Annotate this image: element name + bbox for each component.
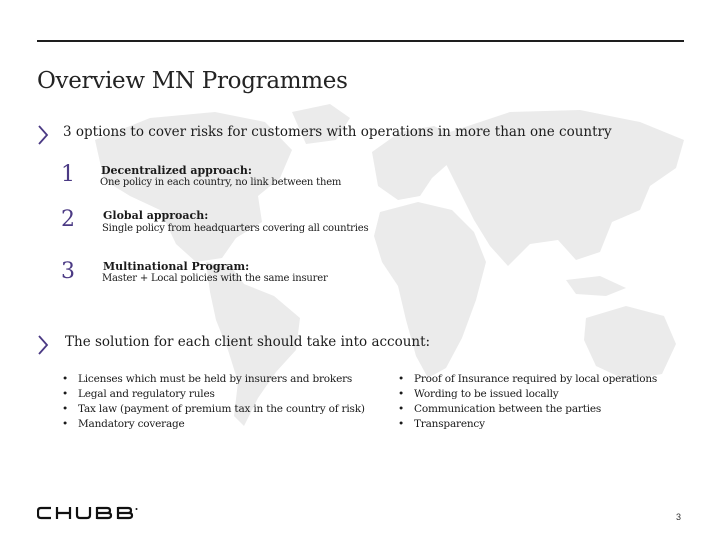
list-item	[398, 372, 657, 387]
top-rule	[37, 40, 684, 42]
list-item-text: Tax law (payment of premium tax in the country of risk)	[78, 403, 365, 415]
bullet-icon: •	[62, 373, 68, 385]
list-item	[62, 372, 365, 387]
list-item	[398, 402, 657, 417]
option-heading: Decentralized approach:	[101, 164, 252, 177]
section1-intro: 3 options to cover risks for customers with operations in more than one country	[63, 124, 612, 140]
option-number: 1	[61, 162, 75, 187]
bullet-icon: •	[62, 388, 68, 400]
bullet-icon: •	[398, 388, 404, 400]
option-heading: Multinational Program:	[103, 260, 250, 273]
page-number: 3	[676, 512, 682, 522]
bullet-icon: •	[398, 403, 404, 415]
list-item	[398, 417, 657, 432]
list-item-text: Mandatory coverage	[78, 418, 185, 430]
list-item-text: Wording to be issued locally	[414, 388, 559, 400]
option-description: One policy in each country, no link between them	[100, 177, 342, 188]
bullet-icon: •	[62, 403, 68, 415]
list-item	[62, 387, 365, 402]
bullet-list-left	[62, 372, 365, 432]
option-number: 2	[61, 207, 75, 232]
chubb-logo	[37, 506, 141, 520]
slide-title: Overview MN Programmes	[37, 68, 348, 94]
list-item-text: Transparency	[414, 418, 485, 430]
list-item-text: Communication between the parties	[414, 403, 602, 415]
option-number: 3	[61, 259, 75, 284]
chevron-right-icon	[37, 334, 49, 356]
bullet-icon: •	[398, 418, 404, 430]
list-item	[62, 417, 365, 432]
section2-intro: The solution for each client should take into account:	[65, 334, 431, 350]
bullet-icon: •	[62, 418, 68, 430]
option-description: Master + Local policies with the same insurer	[102, 273, 328, 284]
list-item-text: Licenses which must be held by insurers and brokers	[78, 373, 353, 385]
bullet-list-right	[398, 372, 657, 432]
list-item-text: Legal and regulatory rules	[78, 388, 215, 400]
option-description: Single policy from headquarters covering all countries	[102, 223, 369, 234]
bullet-icon: •	[398, 373, 404, 385]
list-item-text: Proof of Insurance required by local operations	[414, 373, 658, 385]
list-item	[398, 387, 657, 402]
option-heading: Global approach:	[103, 209, 209, 222]
chevron-right-icon	[37, 124, 49, 146]
list-item	[62, 402, 365, 417]
